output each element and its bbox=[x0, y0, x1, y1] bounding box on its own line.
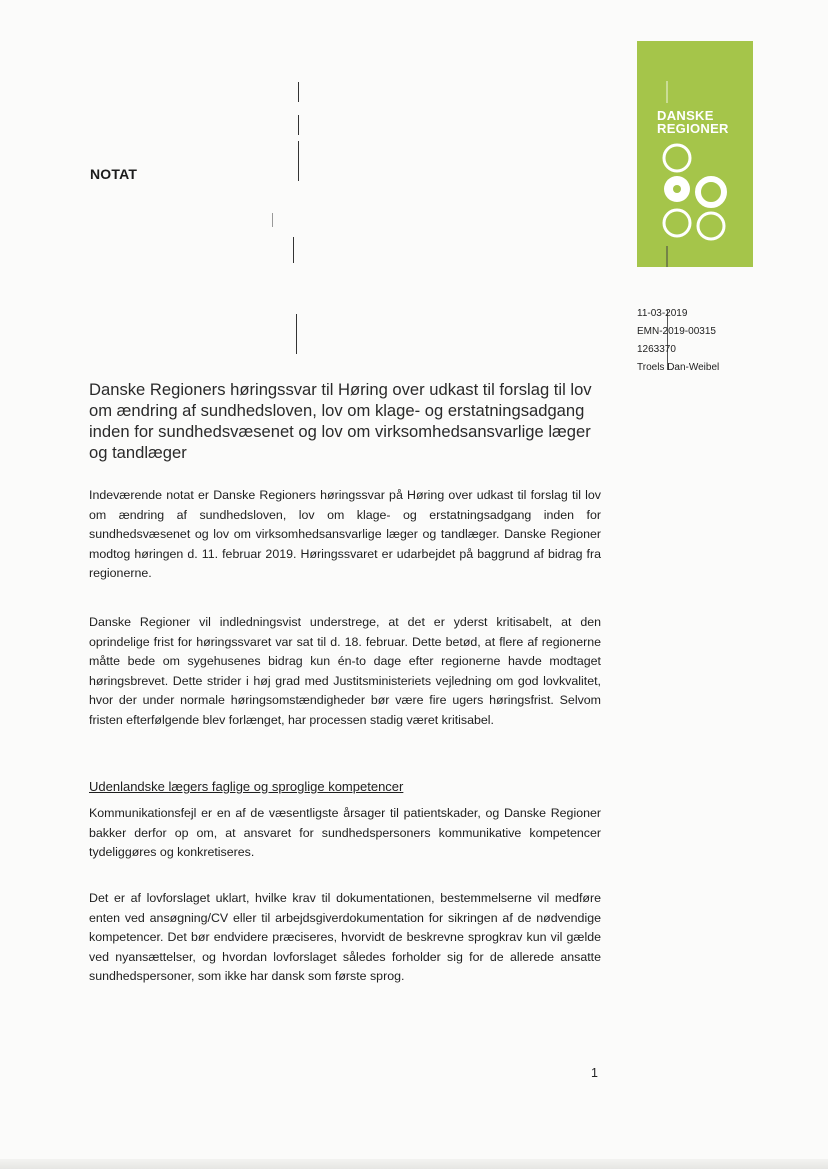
scan-bottom-edge bbox=[0, 1159, 828, 1169]
document-date: 11-03-2019 bbox=[637, 308, 688, 319]
section-paragraph: Kommunikationsfejl er en af de væsentligste årsager til patientskader, og Danske Regioner bakker derfor op om, at ansvaret for sundhedspersoners kommunikative kompetencer tydeliggøres og konkretiseres. bbox=[89, 806, 601, 859]
scan-artifact-line bbox=[298, 82, 299, 102]
page-number: 1 bbox=[591, 1066, 598, 1080]
scan-artifact-line bbox=[298, 141, 299, 181]
section-paragraph: Det er af lovforslaget uklart, hvilke krav til dokumentationen, bestemmelserne vil medføre enten ved ansøgning/CV eller til arbejdsgiverdokumentation for sikringen af de nødvendige kompetencer. Det bør endvidere præciseres, hvorvidt de beskrevne sprogkrav kun vil gælde ved nyansættelser, og hvordan lovforslaget således forholder sig for de allerede ansatte sundhedspersoner, som ikke har dansk som første sprog. bbox=[89, 891, 601, 983]
logo-wordmark bbox=[657, 109, 729, 135]
intro-paragraph: Indeværende notat er Danske Regioners høringssvar på Høring over udkast til forslag til lov om ændring af sundhedsloven, lov om klage- og erstatningsadgang inden for sundhedsvæsenet og lov om virksomhedsansvarlige læger og tandlæger. Danske Regioner modtog høringen d. 11. februar 2019. Høringssvaret er udarbejdet på baggrund af bidrag fra regionerne. bbox=[89, 488, 601, 580]
logo-line-danske: DANSKE bbox=[657, 108, 714, 123]
logo-line-regioner: REGIONER bbox=[657, 121, 729, 136]
danske-regioner-logo bbox=[637, 41, 753, 267]
document-metadata bbox=[637, 305, 719, 377]
document-type-label: NOTAT bbox=[90, 166, 138, 182]
scan-artifact-line bbox=[293, 237, 294, 263]
document-id: 1263370 bbox=[637, 344, 676, 355]
criticism-paragraph: Danske Regioner vil indledningsvist understrege, at det er yderst kritisabelt, at den oprindelige frist for høringssvaret var sat til d. 18. februar. Dette betød, at flere af regionerne måtte bede om sygehusenes bidrag kun én-to dage efter regionerne havde modtaget høringsbrevet. Dette strider i høj grad med Justitsministeriets vejledning om god lovkvalitet, hvor der under normale høringsomstændigheder bør være fire ugers høringsfrist. Selvom fristen efterfølgende blev forlænget, har processen stadig været kritisabel. bbox=[89, 615, 601, 727]
logo-circles-graphic bbox=[637, 41, 753, 267]
scan-artifact-line bbox=[298, 115, 299, 135]
scan-artifact-line bbox=[296, 314, 297, 354]
scan-artifact-line bbox=[272, 213, 273, 227]
author-name: Troels Dan-Weibel bbox=[637, 362, 720, 373]
case-number: EMN-2019-00315 bbox=[637, 326, 716, 337]
document-title: Danske Regioners høringssvar til Høring over udkast til forslag til lov om ændring af sundhedsloven, lov om klage- og erstatningsadgang inden for sundhedsvæsenet og lov om virksomhedsansvarlige læger og tandlæger bbox=[89, 380, 592, 462]
section-heading: Udenlandske lægers faglige og sproglige kompetencer bbox=[89, 779, 404, 794]
